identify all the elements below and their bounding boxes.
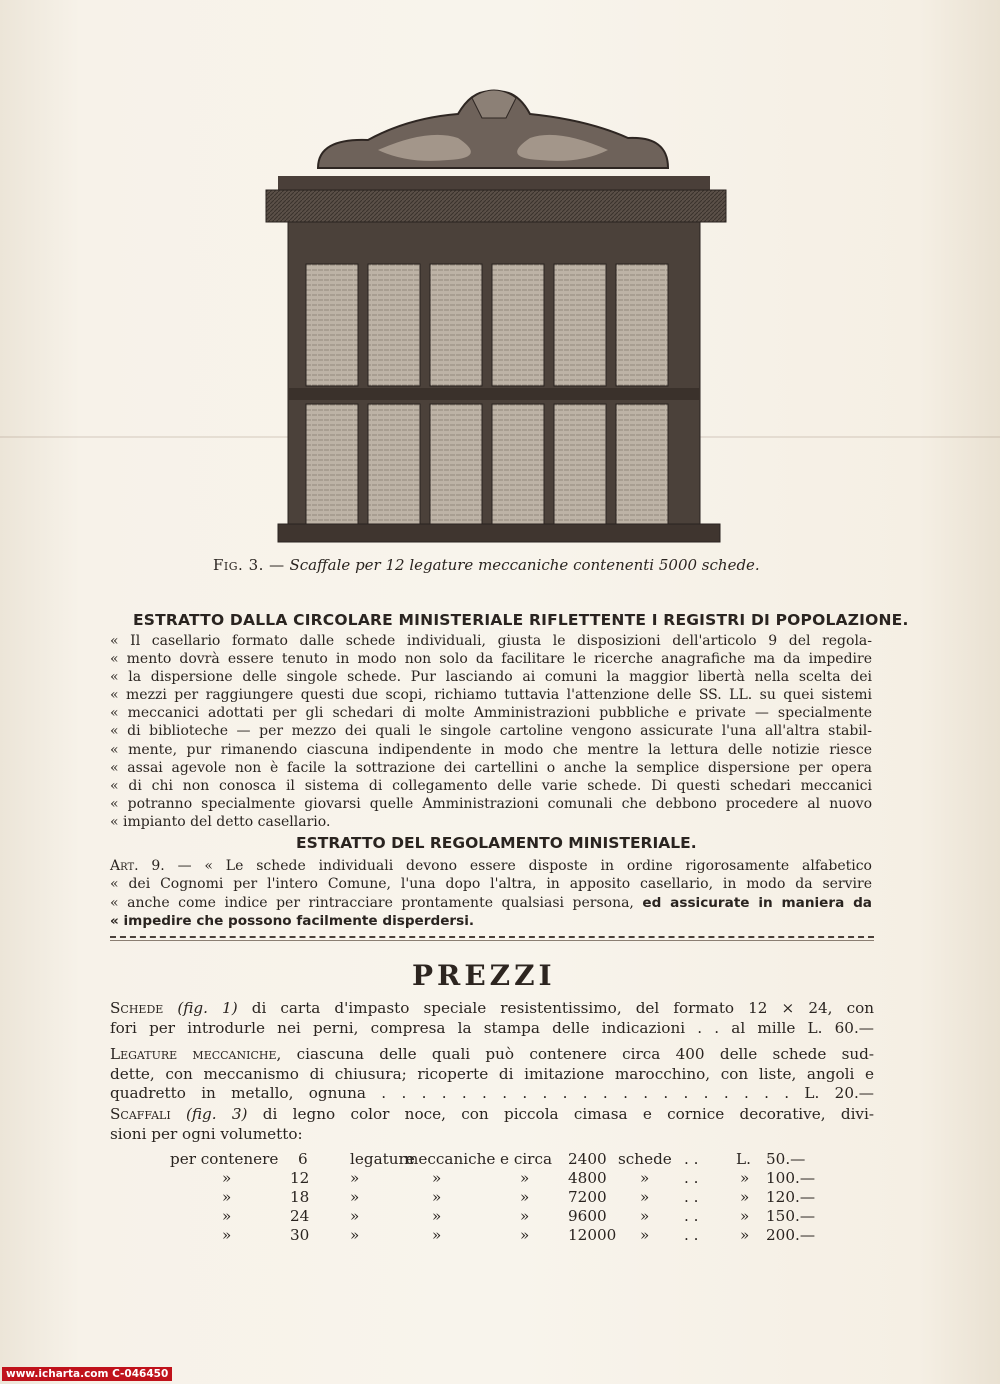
scaffali-line: sioni per ogni volumetto: — [110, 1124, 303, 1143]
price-table-cell: 12 — [290, 1169, 310, 1187]
price-table-cell: » — [222, 1188, 232, 1206]
price-table-cell: » — [520, 1207, 530, 1225]
scaffali-label: Scaffali — [110, 1105, 171, 1123]
price-table-cell: 150.— — [766, 1207, 816, 1225]
price-table-cell: e circa — [500, 1150, 552, 1168]
prezzi-title: PREZZI — [412, 959, 556, 992]
price-table-row — [170, 1207, 830, 1226]
price-table-row — [170, 1226, 830, 1245]
price-table-cell: 100.— — [766, 1169, 816, 1187]
scaffali-ref: (fig. 3) — [185, 1105, 248, 1123]
price-table-cell: 7200 — [568, 1188, 607, 1206]
article-label: Art. 9. — [110, 858, 165, 874]
price-table-cell: » — [350, 1226, 360, 1244]
price-table-cell: » — [740, 1207, 750, 1225]
regolamento-heading: ESTRATTO DEL REGOLAMENTO MINISTERIALE. — [296, 834, 697, 852]
price-table-row — [170, 1150, 830, 1169]
price-table-cell: » — [350, 1169, 360, 1187]
schede-ref: (fig. 1) — [177, 999, 238, 1017]
price-table-cell: » — [640, 1226, 650, 1244]
schede-line: di carta d'impasto speciale resistentissimo, del formato 12 × 24, con — [251, 999, 874, 1017]
price-table-cell: meccaniche — [404, 1150, 496, 1168]
section-divider — [110, 936, 874, 938]
regolamento-bold-text: ed assicurate in maniera da — [642, 894, 872, 911]
circolare-line: « la dispersione delle singole schede. Pur lasciando ai comuni la maggior libertà nella scelta dei — [110, 669, 872, 686]
price-table-cell: 9600 — [568, 1207, 607, 1225]
cabinet-illustration — [258, 88, 730, 548]
figure-caption — [213, 556, 793, 574]
price-table-cell: » — [222, 1226, 232, 1244]
price-table-cell: 50.— — [766, 1150, 806, 1168]
circolare-line: « assai agevole non è facile la sottrazione dei cartellini o anche la semplice dispersione per opera — [110, 759, 872, 776]
price-table-cell: » — [432, 1188, 442, 1206]
price-table-cell: » — [740, 1226, 750, 1244]
price-table-cell: » — [432, 1207, 442, 1225]
watermark: www.icharta.com C-046450 — [2, 1367, 172, 1381]
price-table-cell: 18 — [290, 1188, 310, 1206]
figure-number: Fig. 3. — — [213, 556, 285, 574]
price-table-cell: » — [740, 1169, 750, 1187]
circolare-line: « meccanici adottati per gli schedari di molte Amministrazioni pubbliche e private — specialmente — [110, 705, 872, 722]
price-table-cell: » — [740, 1188, 750, 1206]
regolamento-text — [110, 857, 872, 930]
price-table-cell: 6 — [298, 1150, 308, 1168]
price-table-row — [170, 1188, 830, 1207]
schede-label: Schede — [110, 999, 164, 1017]
scaffali-line: di legno color noce, con piccola cimasa e cornice decorative, divi- — [262, 1105, 875, 1123]
price-table-cell: » — [432, 1169, 442, 1187]
price-table-cell: 120.— — [766, 1188, 816, 1206]
price-table-cell: . . — [684, 1150, 699, 1168]
circolare-line: « mezzi per raggiungere questi due scopi, richiamo tuttavia l'attenzione delle SS. LL. su quei sistemi — [110, 687, 872, 704]
legature-paragraph — [110, 1045, 874, 1104]
legature-line: quadretto in metallo, ognuna . . . . . . . . . . . . . . . . . . . . . L. 20.— — [110, 1084, 874, 1102]
section-divider-line — [110, 940, 874, 941]
price-table-cell: » — [640, 1207, 650, 1225]
price-table-cell: » — [640, 1169, 650, 1187]
price-table-cell: . . — [684, 1226, 699, 1244]
price-table-cell: legature — [350, 1150, 415, 1168]
price-table-cell: . . — [684, 1207, 699, 1225]
figure-caption-text: Scaffale per 12 legature meccaniche contenenti 5000 schede. — [289, 556, 760, 574]
price-table-cell: per contenere — [170, 1150, 279, 1168]
circolare-line: « mento dovrà essere tenuto in modo non solo da facilitare le ricerche anagrafiche ma da impedire — [110, 651, 872, 668]
schede-paragraph — [110, 999, 874, 1038]
circolare-heading: ESTRATTO DALLA CIRCOLARE MINISTERIALE RIFLETTENTE I REGISTRI DI POPOLAZIONE. — [133, 611, 909, 629]
price-table-cell: » — [222, 1207, 232, 1225]
price-table-cell: » — [520, 1169, 530, 1187]
schede-line: fori per introdurle nei perni, compresa la stampa delle indicazioni . . al mille L. 60.— — [110, 1018, 874, 1037]
regolamento-line: « dei Cognomi per l'intero Comune, l'una dopo l'altra, in apposito casellario, in modo da servire — [110, 876, 872, 893]
price-table-cell: 24 — [290, 1207, 310, 1225]
price-table-cell: 200.— — [766, 1226, 816, 1244]
circolare-line: « impianto del detto casellario. — [110, 813, 331, 830]
price-table-row — [170, 1169, 830, 1188]
circolare-text — [110, 632, 872, 831]
price-table-cell: » — [350, 1207, 360, 1225]
circolare-line: « potranno specialmente giovarsi quelle Amministrazioni comunali che debbono procedere al nuovo — [110, 795, 872, 812]
legature-label: Legature meccaniche, — [110, 1045, 282, 1063]
circolare-line: « di biblioteche — per mezzo dei quali le singole cartoline vengono assicurate l'una all'altra stabil- — [110, 723, 872, 740]
scaffali-paragraph — [110, 1105, 874, 1144]
regolamento-bold-text: « impedire che possono facilmente disperdersi. — [110, 912, 475, 929]
circolare-line: « mente, pur rimanendo ciascuna indipendente in modo che mentre la lettura delle notizie riesce — [110, 741, 872, 758]
price-table-cell: » — [520, 1226, 530, 1244]
price-table-cell: . . — [684, 1188, 699, 1206]
regolamento-line: « anche come indice per rintracciare prontamente qualsiasi persona, — [110, 894, 634, 911]
price-table-cell: schede — [618, 1150, 672, 1168]
price-table-cell: » — [432, 1226, 442, 1244]
circolare-line: « di chi non conosca il sistema di collegamento delle varie schede. Di questi schedari meccanici — [110, 777, 872, 794]
price-table-cell: L. — [736, 1150, 751, 1168]
legature-line: ciascuna delle quali può contenere circa 400 delle schede sud- — [296, 1045, 874, 1063]
price-table-cell: 4800 — [568, 1169, 607, 1187]
price-table-cell: » — [520, 1188, 530, 1206]
price-table-cell: » — [222, 1169, 232, 1187]
regolamento-line: — « Le schede individuali devono essere disposte in ordine rigorosamente alfabetico — [177, 858, 872, 874]
price-table-cell: » — [350, 1188, 360, 1206]
price-table-cell: » — [640, 1188, 650, 1206]
price-table-cell: 2400 — [568, 1150, 607, 1168]
price-table-cell: . . — [684, 1169, 699, 1187]
circolare-line: « Il casellario formato dalle schede individuali, giusta le disposizioni dell'articolo 9 del regola- — [110, 633, 872, 649]
price-table-cell: 12000 — [568, 1226, 617, 1244]
legature-line: dette, con meccanismo di chiusura; ricoperte di imitazione marocchino, con liste, angoli e — [110, 1064, 874, 1083]
price-table-cell: 30 — [290, 1226, 310, 1244]
